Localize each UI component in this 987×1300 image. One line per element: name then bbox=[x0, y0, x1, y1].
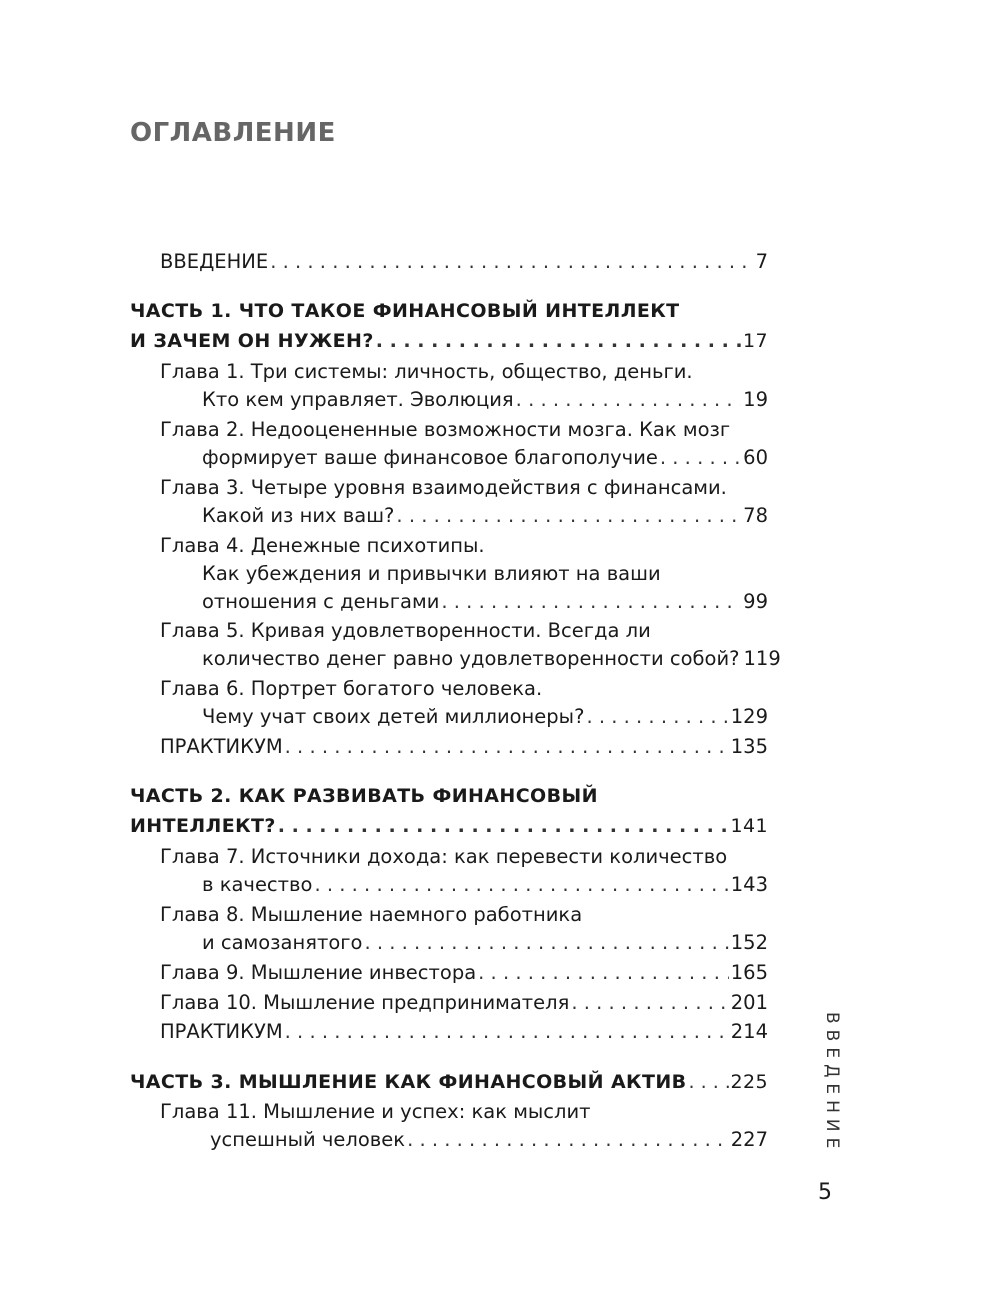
page-ref: 201 bbox=[730, 991, 768, 1014]
page-ref: 214 bbox=[730, 1020, 768, 1043]
toc-chapter-8-title[interactable]: Глава 8. Мышление наемного работника bbox=[160, 903, 583, 926]
leader-dots bbox=[270, 248, 753, 276]
page-ref: 60 bbox=[743, 446, 768, 469]
page-ref: 165 bbox=[730, 961, 768, 984]
toc-chapter-3-title[interactable]: Глава 3. Четыре уровня взаимодействия с финансами. bbox=[160, 476, 727, 499]
leader-dots bbox=[586, 703, 728, 731]
toc-chapter-11[interactable]: успешный человек . . . 227 bbox=[210, 1126, 768, 1154]
leader-dots bbox=[660, 444, 741, 472]
leader-dots bbox=[396, 502, 741, 530]
page-ref: 152 bbox=[730, 931, 768, 954]
leader-dots bbox=[407, 1126, 729, 1154]
leader-dots bbox=[314, 871, 728, 899]
leader-dots bbox=[571, 989, 728, 1017]
toc-chapter-7-title[interactable]: Глава 7. Источники дохода: как перевести количество bbox=[160, 845, 728, 868]
page-ref: 135 bbox=[730, 735, 768, 758]
toc-chapter-6-title[interactable]: Глава 6. Портрет богатого человека. bbox=[160, 677, 543, 700]
toc-chapter-3[interactable]: Какой из них ваш? . . . 78 bbox=[202, 502, 768, 530]
toc-chapter-8[interactable]: и самозанятого . . . 152 bbox=[202, 929, 768, 957]
page-ref: 17 bbox=[743, 330, 768, 352]
toc-chapter-2-title[interactable]: Глава 2. Недооцененные возможности мозга. Как мозг bbox=[160, 418, 731, 441]
page-ref: 78 bbox=[743, 504, 768, 527]
leader-dots bbox=[478, 959, 729, 987]
page-title: ОГЛАВЛЕНИЕ bbox=[130, 118, 336, 148]
toc-chapter-5-title[interactable]: Глава 5. Кривая удовлетворенности. Всегда ли bbox=[160, 619, 651, 642]
toc-part-2[interactable]: ИНТЕЛЛЕКТ? . . . 141 bbox=[130, 812, 768, 840]
page-ref: 141 bbox=[730, 815, 768, 837]
page-ref: 227 bbox=[730, 1128, 768, 1151]
page-ref: 225 bbox=[730, 1071, 768, 1093]
leader-dots bbox=[376, 327, 741, 355]
leader-dots bbox=[285, 733, 729, 761]
leader-dots bbox=[689, 1068, 729, 1096]
toc-chapter-4[interactable]: отношения с деньгами . . . 99 bbox=[202, 588, 768, 616]
toc-chapter-7[interactable]: в качество . . . 143 bbox=[202, 871, 768, 899]
leader-dots bbox=[441, 588, 741, 616]
leader-dots bbox=[278, 812, 729, 840]
toc-chapter-6[interactable]: Чему учат своих детей миллионеры? . . . 129 bbox=[202, 703, 768, 731]
toc-practicum-2[interactable]: ПРАКТИКУМ . . . 214 bbox=[160, 1018, 768, 1046]
toc-chapter-10[interactable]: Глава 10. Мышление предпринимателя . . . 201 bbox=[160, 989, 768, 1017]
page-ref: 19 bbox=[743, 388, 768, 411]
toc-chapter-9[interactable]: Глава 9. Мышление инвестора . . . 165 bbox=[160, 959, 768, 987]
toc-part-3[interactable]: ЧАСТЬ 3. МЫШЛЕНИЕ КАК ФИНАНСОВЫЙ АКТИВ . . . 225 bbox=[130, 1068, 768, 1096]
page-ref: 7 bbox=[755, 250, 768, 273]
page-ref: 119 bbox=[743, 647, 781, 670]
running-head: ВВЕДЕНИЕ bbox=[822, 1012, 842, 1155]
page-ref: 99 bbox=[743, 590, 768, 613]
toc-chapter-1-title[interactable]: Глава 1. Три системы: личность, общество, деньги. bbox=[160, 360, 693, 383]
leader-dots bbox=[516, 386, 742, 414]
toc-chapter-11-title[interactable]: Глава 11. Мышление и успех: как мыслит bbox=[160, 1100, 591, 1123]
toc-chapter-4-title[interactable]: Глава 4. Денежные психотипы. bbox=[160, 534, 485, 557]
page-ref: 129 bbox=[730, 705, 768, 728]
toc-part-1[interactable]: И ЗАЧЕМ ОН НУЖЕН? . . . 17 bbox=[130, 327, 768, 355]
page-ref: 143 bbox=[730, 873, 768, 896]
leader-dots bbox=[364, 929, 728, 957]
toc-entry-intro[interactable]: ВВЕДЕНИЕ . . . 7 bbox=[160, 248, 768, 276]
toc-part-1-title[interactable]: ЧАСТЬ 1. ЧТО ТАКОЕ ФИНАНСОВЫЙ ИНТЕЛЛЕКТ bbox=[130, 300, 680, 322]
page-number: 5 bbox=[818, 1180, 832, 1205]
toc-chapter-5[interactable]: количество денег равно удовлетворенности собой? 119 bbox=[202, 645, 768, 673]
toc-chapter-4-subtitle[interactable]: Как убеждения и привычки влияют на ваши bbox=[202, 562, 661, 585]
toc-chapter-1[interactable]: Кто кем управляет. Эволюция . . . 19 bbox=[202, 386, 768, 414]
toc-chapter-2[interactable]: формирует ваше финансовое благополучие . . . 60 bbox=[202, 444, 768, 472]
toc-practicum-1[interactable]: ПРАКТИКУМ . . . 135 bbox=[160, 733, 768, 761]
toc-part-2-title[interactable]: ЧАСТЬ 2. КАК РАЗВИВАТЬ ФИНАНСОВЫЙ bbox=[130, 785, 598, 807]
leader-dots bbox=[285, 1018, 729, 1046]
